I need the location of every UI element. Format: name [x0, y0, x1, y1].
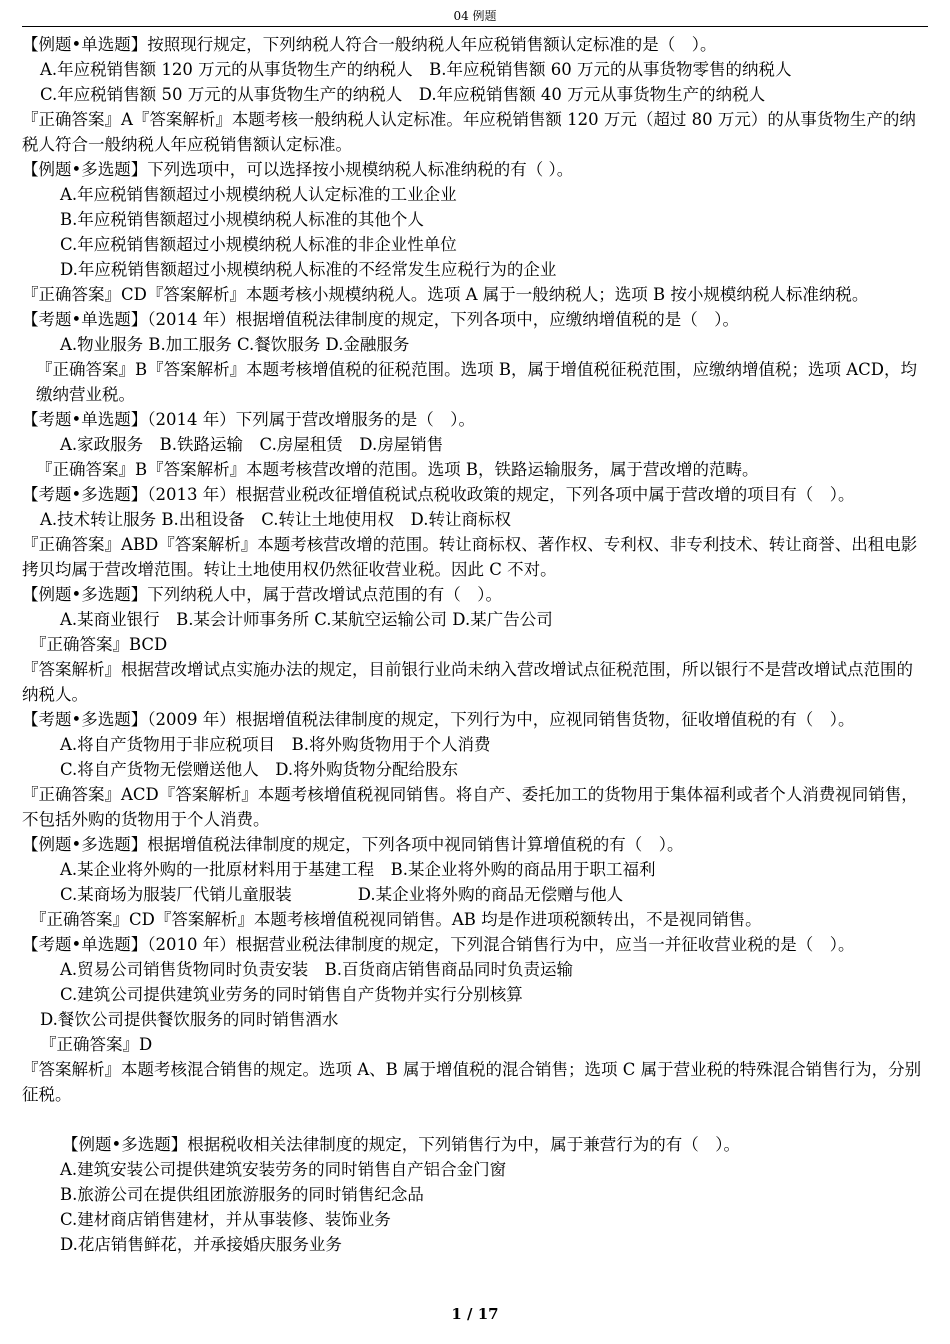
question-9-option-d: D.餐饮公司提供餐饮服务的同时销售酒水 [40, 1010, 339, 1029]
question-7-options-cd: C.将自产货物无偿赠送他人 D.将外购货物分配给股东 [60, 760, 459, 779]
question-5-answer: 『正确答案』ABD『答案解析』本题考核营改增的范围。转让商标权、著作权、专利权、非专利技术、转让商誉、出租电影拷贝均属于营改增范围。转让土地使用权仍然征收营业税。因此 C 不对。 [22, 535, 918, 579]
question-5-stem: 【考题•多选题】（2013 年）根据营业税改征增值税试点税收政策的规定，下列各项中属于营改增的项目有（ ）。 [22, 485, 855, 504]
question-2-option-b: B.年应税销售额超过小规模纳税人标准的其他个人 [60, 210, 424, 229]
question-2-stem: 【例题•多选题】下列选项中，可以选择按小规模纳税人标准纳税的有（ ）。 [22, 160, 574, 179]
question-3-stem: 【考题•单选题】（2014 年）根据增值税法律制度的规定，下列各项中，应缴纳增值税的是（ ）。 [22, 310, 739, 329]
question-6-stem: 【例题•多选题】下列纳税人中，属于营改增试点范围的有（ ）。 [22, 585, 502, 604]
question-5-options: A.技术转让服务 B.出租设备 C.转让土地使用权 D.转让商标权 [40, 510, 511, 529]
question-1-answer: 『正确答案』A『答案解析』本题考核一般纳税人认定标准。年应税销售额 120 万元（超过 80 万元）的从事货物生产的纳税人符合一般纳税人年应税销售额认定标准。 [22, 110, 916, 154]
question-4-stem: 【考题•单选题】（2014 年）下列属于营改增服务的是（ ）。 [22, 410, 475, 429]
page-number [0, 1305, 950, 1323]
header-title: 04 例题 [453, 9, 497, 23]
question-8-options-ab: A.某企业将外购的一批原材料用于基建工程 B.某企业将外购的商品用于职工福利 [60, 860, 656, 879]
question-3-answer: 『正确答案』B『答案解析』本题考核增值税的征税范围。选项 B，属于增值税征税范围，应缴纳增值税；选项 ACD，均缴纳营业税。 [36, 360, 918, 404]
question-10-option-a: A.建筑安装公司提供建筑安装劳务的同时销售自产铝合金门窗 [60, 1160, 507, 1179]
question-10-option-c: C.建材商店销售建材，并从事装修、装饰业务 [60, 1210, 391, 1229]
question-9-answer: 『正确答案』D [40, 1035, 153, 1054]
question-2-answer: 『正确答案』CD『答案解析』本题考核小规模纳税人。选项 A 属于一般纳税人；选项 B 按小规模纳税人标准纳税。 [22, 285, 869, 304]
blank-line [22, 1107, 928, 1132]
question-7-stem: 【考题•多选题】（2009 年）根据增值税法律制度的规定，下列行为中，应视同销售货物，征收增值税的有（ ）。 [22, 710, 855, 729]
question-2-option-a: A.年应税销售额超过小规模纳税人认定标准的工业企业 [60, 185, 457, 204]
question-8-stem: 【例题•多选题】根据增值税法律制度的规定，下列各项中视同销售计算增值税的有（ ）。 [22, 835, 684, 854]
question-9-option-ab: A.贸易公司销售货物同时负责安装 B.百货商店销售商品同时负责运输 [60, 960, 574, 979]
question-1-stem: 【例题•单选题】按照现行规定，下列纳税人符合一般纳税人年应税销售额认定标准的是（ ）。 [22, 35, 717, 54]
page-separator: / [461, 1305, 478, 1323]
question-3-options: A.物业服务 B.加工服务 C.餐饮服务 D.金融服务 [60, 335, 410, 354]
question-10-stem: 【例题•多选题】根据税收相关法律制度的规定，下列销售行为中，属于兼营行为的有（ ）。 [62, 1135, 740, 1154]
question-7-answer: 『正确答案』ACD『答案解析』本题考核增值税视同销售。将自产、委托加工的货物用于集体福利或者个人消费视同销售，不包括外购的货物用于个人消费。 [22, 785, 918, 829]
question-6-options: A.某商业银行 B.某会计师事务所 C.某航空运输公司 D.某广告公司 [60, 610, 553, 629]
question-8-answer: 『正确答案』CD『答案解析』本题考核增值税视同销售。AB 均是作进项税额转出，不是视同销售。 [30, 910, 762, 929]
question-8-options-cd: C.某商场为服装厂代销儿童服装 D.某企业将外购的商品无偿赠与他人 [60, 885, 624, 904]
question-1-options-cd: C.年应税销售额 50 万元的从事货物生产的纳税人 D.年应税销售额 40 万元从事货物生产的纳税人 [40, 85, 766, 104]
question-9-explanation: 『答案解析』本题考核混合销售的规定。选项 A、B 属于增值税的混合销售；选项 C 属于营业税的特殊混合销售行为，分别征税。 [22, 1060, 922, 1104]
page-current: 1 [451, 1305, 462, 1323]
question-1-options-ab: A.年应税销售额 120 万元的从事货物生产的纳税人 B.年应税销售额 60 万元的从事货物零售的纳税人 [40, 60, 792, 79]
document-body [22, 32, 928, 1257]
question-9-option-c: C.建筑公司提供建筑业劳务的同时销售自产货物并实行分别核算 [60, 985, 523, 1004]
page-header [22, 8, 928, 27]
question-6-explanation: 『答案解析』根据营改增试点实施办法的规定，目前银行业尚未纳入营改增试点征税范围，所以银行不是营改增试点范围的纳税人。 [22, 660, 913, 704]
question-4-options: A.家政服务 B.铁路运输 C.房屋租赁 D.房屋销售 [60, 435, 444, 454]
question-6-answer: 『正确答案』BCD [30, 635, 168, 654]
page-total: 17 [477, 1305, 499, 1323]
question-2-option-c: C.年应税销售额超过小规模纳税人标准的非企业性单位 [60, 235, 457, 254]
question-2-option-d: D.年应税销售额超过小规模纳税人标准的不经常发生应税行为的企业 [60, 260, 557, 279]
question-7-options-ab: A.将自产货物用于非应税项目 B.将外购货物用于个人消费 [60, 735, 491, 754]
question-4-answer: 『正确答案』B『答案解析』本题考核营改增的范围。选项 B，铁路运输服务，属于营改增的范畴。 [36, 460, 759, 479]
question-10-option-b: B.旅游公司在提供组团旅游服务的同时销售纪念品 [60, 1185, 424, 1204]
question-10-option-d: D.花店销售鲜花，并承接婚庆服务业务 [60, 1235, 342, 1254]
question-9-stem: 【考题•单选题】（2010 年）根据营业税法律制度的规定，下列混合销售行为中，应当一并征收营业税的是（ ）。 [22, 935, 855, 954]
